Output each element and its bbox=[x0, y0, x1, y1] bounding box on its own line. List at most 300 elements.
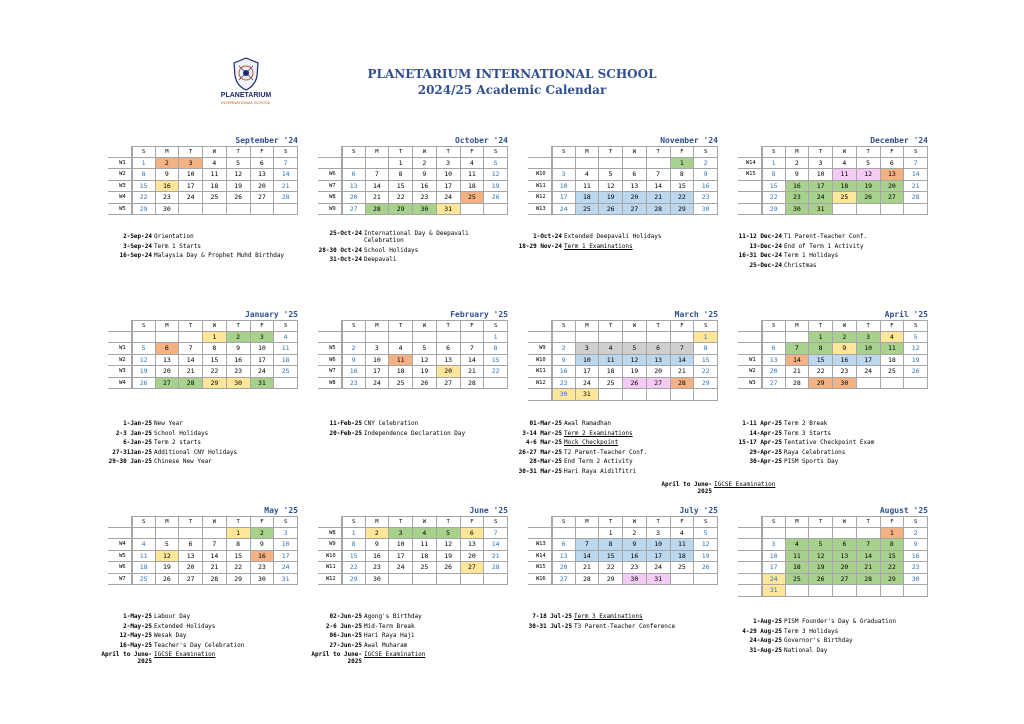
day-cell[interactable]: 8 bbox=[762, 169, 786, 181]
day-cell[interactable]: 31 bbox=[251, 378, 275, 390]
day-cell[interactable] bbox=[132, 528, 156, 540]
day-cell[interactable]: 17 bbox=[576, 366, 600, 378]
day-cell[interactable]: 1 bbox=[484, 332, 508, 344]
day-cell[interactable]: 6 bbox=[647, 343, 671, 355]
day-cell[interactable]: 28 bbox=[274, 192, 298, 204]
day-cell[interactable]: 26 bbox=[413, 378, 437, 390]
day-cell[interactable]: 19 bbox=[227, 181, 251, 193]
day-cell[interactable] bbox=[833, 585, 857, 597]
day-cell[interactable]: 7 bbox=[904, 158, 928, 170]
day-cell[interactable]: 4 bbox=[786, 539, 810, 551]
day-cell[interactable]: 27 bbox=[833, 574, 857, 586]
day-cell[interactable]: 15 bbox=[599, 551, 623, 563]
day-cell[interactable] bbox=[552, 528, 576, 540]
day-cell[interactable]: 30 bbox=[251, 574, 275, 586]
day-cell[interactable]: 12 bbox=[156, 551, 180, 563]
day-cell[interactable]: 14 bbox=[786, 355, 810, 367]
day-cell[interactable]: 8 bbox=[671, 169, 695, 181]
day-cell[interactable]: 15 bbox=[132, 181, 156, 193]
day-cell[interactable] bbox=[786, 585, 810, 597]
day-cell[interactable] bbox=[156, 332, 180, 344]
day-cell[interactable]: 4 bbox=[671, 528, 695, 540]
day-cell[interactable]: 4 bbox=[132, 539, 156, 551]
day-cell[interactable]: 28 bbox=[179, 378, 203, 390]
day-cell[interactable]: 1 bbox=[762, 158, 786, 170]
day-cell[interactable]: 26 bbox=[623, 378, 647, 390]
day-cell[interactable]: 7 bbox=[647, 169, 671, 181]
day-cell[interactable]: 11 bbox=[671, 539, 695, 551]
day-cell[interactable]: 12 bbox=[857, 169, 881, 181]
day-cell[interactable]: 9 bbox=[156, 169, 180, 181]
day-cell[interactable]: 19 bbox=[809, 562, 833, 574]
day-cell[interactable]: 13 bbox=[251, 169, 275, 181]
day-cell[interactable]: 15 bbox=[203, 355, 227, 367]
day-cell[interactable]: 24 bbox=[857, 366, 881, 378]
day-cell[interactable] bbox=[671, 389, 695, 401]
day-cell[interactable]: 2 bbox=[342, 343, 366, 355]
day-cell[interactable]: 21 bbox=[857, 562, 881, 574]
day-cell[interactable]: 18 bbox=[576, 192, 600, 204]
day-cell[interactable]: 17 bbox=[251, 355, 275, 367]
day-cell[interactable]: 9 bbox=[366, 539, 390, 551]
day-cell[interactable]: 6 bbox=[342, 169, 366, 181]
day-cell[interactable] bbox=[857, 528, 881, 540]
day-cell[interactable]: 12 bbox=[694, 539, 718, 551]
day-cell[interactable] bbox=[251, 204, 275, 216]
day-cell[interactable]: 23 bbox=[904, 562, 928, 574]
day-cell[interactable]: 18 bbox=[599, 366, 623, 378]
day-cell[interactable]: 12 bbox=[484, 169, 508, 181]
day-cell[interactable]: 11 bbox=[833, 169, 857, 181]
day-cell[interactable]: 7 bbox=[179, 343, 203, 355]
day-cell[interactable]: 4 bbox=[576, 169, 600, 181]
day-cell[interactable]: 20 bbox=[437, 366, 461, 378]
day-cell[interactable]: 27 bbox=[762, 378, 786, 390]
day-cell[interactable]: 17 bbox=[762, 562, 786, 574]
day-cell[interactable]: 15 bbox=[484, 355, 508, 367]
day-cell[interactable]: 9 bbox=[694, 169, 718, 181]
day-cell[interactable]: 25 bbox=[389, 378, 413, 390]
day-cell[interactable] bbox=[366, 158, 390, 170]
day-cell[interactable]: 30 bbox=[156, 204, 180, 216]
day-cell[interactable]: 16 bbox=[366, 551, 390, 563]
day-cell[interactable]: 21 bbox=[671, 366, 695, 378]
day-cell[interactable]: 16 bbox=[786, 181, 810, 193]
day-cell[interactable]: 10 bbox=[552, 181, 576, 193]
day-cell[interactable] bbox=[647, 389, 671, 401]
day-cell[interactable]: 13 bbox=[762, 355, 786, 367]
day-cell[interactable]: 21 bbox=[576, 562, 600, 574]
day-cell[interactable]: 10 bbox=[576, 355, 600, 367]
day-cell[interactable]: 20 bbox=[647, 366, 671, 378]
day-cell[interactable]: 10 bbox=[389, 539, 413, 551]
day-cell[interactable]: 10 bbox=[437, 169, 461, 181]
day-cell[interactable]: 22 bbox=[389, 192, 413, 204]
day-cell[interactable]: 14 bbox=[179, 355, 203, 367]
day-cell[interactable]: 28 bbox=[904, 192, 928, 204]
day-cell[interactable]: 20 bbox=[833, 562, 857, 574]
day-cell[interactable]: 13 bbox=[437, 355, 461, 367]
day-cell[interactable]: 31 bbox=[762, 585, 786, 597]
day-cell[interactable]: 25 bbox=[274, 366, 298, 378]
day-cell[interactable]: 26 bbox=[484, 192, 508, 204]
day-cell[interactable]: 9 bbox=[833, 343, 857, 355]
day-cell[interactable]: 7 bbox=[484, 528, 508, 540]
day-cell[interactable]: 13 bbox=[881, 169, 905, 181]
day-cell[interactable]: 9 bbox=[251, 539, 275, 551]
day-cell[interactable]: 11 bbox=[274, 343, 298, 355]
day-cell[interactable]: 16 bbox=[552, 366, 576, 378]
day-cell[interactable] bbox=[623, 389, 647, 401]
day-cell[interactable]: 16 bbox=[227, 355, 251, 367]
day-cell[interactable]: 7 bbox=[366, 169, 390, 181]
day-cell[interactable]: 29 bbox=[671, 204, 695, 216]
day-cell[interactable]: 9 bbox=[413, 169, 437, 181]
day-cell[interactable]: 16 bbox=[342, 366, 366, 378]
day-cell[interactable]: 24 bbox=[251, 366, 275, 378]
day-cell[interactable]: 28 bbox=[576, 574, 600, 586]
day-cell[interactable] bbox=[647, 332, 671, 344]
day-cell[interactable]: 30 bbox=[694, 204, 718, 216]
day-cell[interactable]: 27 bbox=[179, 574, 203, 586]
day-cell[interactable]: 7 bbox=[671, 343, 695, 355]
day-cell[interactable]: 16 bbox=[904, 551, 928, 563]
day-cell[interactable]: 5 bbox=[599, 169, 623, 181]
day-cell[interactable]: 11 bbox=[203, 169, 227, 181]
day-cell[interactable]: 19 bbox=[623, 366, 647, 378]
day-cell[interactable]: 23 bbox=[342, 378, 366, 390]
day-cell[interactable]: 24 bbox=[366, 378, 390, 390]
day-cell[interactable]: 21 bbox=[904, 181, 928, 193]
day-cell[interactable]: 1 bbox=[203, 332, 227, 344]
day-cell[interactable]: 15 bbox=[762, 181, 786, 193]
day-cell[interactable]: 14 bbox=[671, 355, 695, 367]
day-cell[interactable]: 23 bbox=[833, 366, 857, 378]
day-cell[interactable]: 19 bbox=[694, 551, 718, 563]
day-cell[interactable] bbox=[694, 574, 718, 586]
day-cell[interactable]: 16 bbox=[623, 551, 647, 563]
day-cell[interactable]: 30 bbox=[366, 574, 390, 586]
day-cell[interactable]: 29 bbox=[342, 574, 366, 586]
day-cell[interactable] bbox=[552, 158, 576, 170]
day-cell[interactable]: 23 bbox=[251, 562, 275, 574]
day-cell[interactable]: 16 bbox=[156, 181, 180, 193]
day-cell[interactable]: 30 bbox=[623, 574, 647, 586]
day-cell[interactable]: 17 bbox=[179, 181, 203, 193]
day-cell[interactable]: 3 bbox=[857, 332, 881, 344]
day-cell[interactable]: 3 bbox=[647, 528, 671, 540]
day-cell[interactable]: 6 bbox=[762, 343, 786, 355]
day-cell[interactable]: 6 bbox=[251, 158, 275, 170]
day-cell[interactable] bbox=[461, 332, 485, 344]
day-cell[interactable]: 14 bbox=[484, 539, 508, 551]
day-cell[interactable]: 13 bbox=[461, 539, 485, 551]
day-cell[interactable]: 21 bbox=[461, 366, 485, 378]
day-cell[interactable]: 5 bbox=[623, 343, 647, 355]
day-cell[interactable] bbox=[857, 585, 881, 597]
day-cell[interactable] bbox=[833, 528, 857, 540]
day-cell[interactable]: 2 bbox=[251, 528, 275, 540]
day-cell[interactable] bbox=[762, 528, 786, 540]
day-cell[interactable]: 5 bbox=[227, 158, 251, 170]
day-cell[interactable]: 15 bbox=[694, 355, 718, 367]
day-cell[interactable]: 14 bbox=[461, 355, 485, 367]
day-cell[interactable]: 13 bbox=[179, 551, 203, 563]
day-cell[interactable]: 18 bbox=[203, 181, 227, 193]
day-cell[interactable]: 13 bbox=[156, 355, 180, 367]
day-cell[interactable]: 19 bbox=[437, 551, 461, 563]
day-cell[interactable]: 13 bbox=[647, 355, 671, 367]
day-cell[interactable]: 12 bbox=[904, 343, 928, 355]
day-cell[interactable]: 8 bbox=[484, 343, 508, 355]
day-cell[interactable]: 26 bbox=[227, 192, 251, 204]
day-cell[interactable]: 24 bbox=[762, 574, 786, 586]
day-cell[interactable]: 3 bbox=[762, 539, 786, 551]
day-cell[interactable]: 20 bbox=[179, 562, 203, 574]
day-cell[interactable] bbox=[904, 204, 928, 216]
day-cell[interactable]: 26 bbox=[437, 562, 461, 574]
day-cell[interactable]: 16 bbox=[413, 181, 437, 193]
day-cell[interactable] bbox=[623, 158, 647, 170]
day-cell[interactable]: 8 bbox=[203, 343, 227, 355]
day-cell[interactable]: 19 bbox=[484, 181, 508, 193]
day-cell[interactable]: 31 bbox=[437, 204, 461, 216]
day-cell[interactable]: 28 bbox=[203, 574, 227, 586]
day-cell[interactable]: 4 bbox=[599, 343, 623, 355]
day-cell[interactable]: 9 bbox=[786, 169, 810, 181]
day-cell[interactable]: 8 bbox=[227, 539, 251, 551]
day-cell[interactable]: 20 bbox=[762, 366, 786, 378]
day-cell[interactable]: 1 bbox=[881, 528, 905, 540]
day-cell[interactable]: 30 bbox=[904, 574, 928, 586]
day-cell[interactable]: 7 bbox=[274, 158, 298, 170]
day-cell[interactable]: 17 bbox=[366, 366, 390, 378]
day-cell[interactable]: 18 bbox=[833, 181, 857, 193]
day-cell[interactable]: 28 bbox=[484, 562, 508, 574]
day-cell[interactable]: 10 bbox=[251, 343, 275, 355]
day-cell[interactable]: 2 bbox=[833, 332, 857, 344]
day-cell[interactable]: 23 bbox=[786, 192, 810, 204]
day-cell[interactable]: 25 bbox=[576, 204, 600, 216]
day-cell[interactable]: 7 bbox=[203, 539, 227, 551]
day-cell[interactable]: 21 bbox=[274, 181, 298, 193]
day-cell[interactable]: 19 bbox=[132, 366, 156, 378]
day-cell[interactable]: 21 bbox=[786, 366, 810, 378]
day-cell[interactable]: 19 bbox=[413, 366, 437, 378]
day-cell[interactable]: 12 bbox=[623, 355, 647, 367]
day-cell[interactable] bbox=[274, 378, 298, 390]
day-cell[interactable] bbox=[156, 528, 180, 540]
day-cell[interactable] bbox=[413, 574, 437, 586]
day-cell[interactable]: 15 bbox=[881, 551, 905, 563]
day-cell[interactable]: 7 bbox=[461, 343, 485, 355]
day-cell[interactable]: 27 bbox=[156, 378, 180, 390]
day-cell[interactable]: 25 bbox=[413, 562, 437, 574]
day-cell[interactable]: 11 bbox=[132, 551, 156, 563]
day-cell[interactable] bbox=[552, 332, 576, 344]
day-cell[interactable]: 22 bbox=[809, 366, 833, 378]
day-cell[interactable]: 18 bbox=[274, 355, 298, 367]
day-cell[interactable] bbox=[762, 332, 786, 344]
day-cell[interactable]: 13 bbox=[623, 181, 647, 193]
day-cell[interactable]: 9 bbox=[227, 343, 251, 355]
day-cell[interactable]: 26 bbox=[599, 204, 623, 216]
day-cell[interactable]: 10 bbox=[647, 539, 671, 551]
day-cell[interactable]: 12 bbox=[599, 181, 623, 193]
day-cell[interactable]: 22 bbox=[227, 562, 251, 574]
day-cell[interactable]: 17 bbox=[857, 355, 881, 367]
day-cell[interactable] bbox=[809, 585, 833, 597]
day-cell[interactable]: 19 bbox=[599, 192, 623, 204]
day-cell[interactable]: 9 bbox=[342, 355, 366, 367]
day-cell[interactable]: 30 bbox=[786, 204, 810, 216]
day-cell[interactable]: 5 bbox=[156, 539, 180, 551]
day-cell[interactable]: 16 bbox=[251, 551, 275, 563]
day-cell[interactable]: 12 bbox=[413, 355, 437, 367]
day-cell[interactable] bbox=[179, 528, 203, 540]
day-cell[interactable]: 3 bbox=[389, 528, 413, 540]
day-cell[interactable]: 10 bbox=[179, 169, 203, 181]
day-cell[interactable]: 25 bbox=[461, 192, 485, 204]
day-cell[interactable]: 21 bbox=[179, 366, 203, 378]
day-cell[interactable]: 3 bbox=[437, 158, 461, 170]
day-cell[interactable]: 2 bbox=[623, 528, 647, 540]
day-cell[interactable]: 31 bbox=[576, 389, 600, 401]
day-cell[interactable]: 9 bbox=[552, 355, 576, 367]
day-cell[interactable]: 9 bbox=[623, 539, 647, 551]
day-cell[interactable]: 4 bbox=[274, 332, 298, 344]
day-cell[interactable]: 15 bbox=[809, 355, 833, 367]
day-cell[interactable]: 21 bbox=[366, 192, 390, 204]
day-cell[interactable]: 5 bbox=[809, 539, 833, 551]
day-cell[interactable] bbox=[647, 158, 671, 170]
day-cell[interactable]: 9 bbox=[904, 539, 928, 551]
day-cell[interactable]: 18 bbox=[389, 366, 413, 378]
day-cell[interactable]: 29 bbox=[762, 204, 786, 216]
day-cell[interactable] bbox=[179, 332, 203, 344]
day-cell[interactable]: 4 bbox=[833, 158, 857, 170]
day-cell[interactable]: 29 bbox=[694, 378, 718, 390]
day-cell[interactable]: 2 bbox=[904, 528, 928, 540]
day-cell[interactable]: 22 bbox=[484, 366, 508, 378]
day-cell[interactable] bbox=[671, 574, 695, 586]
day-cell[interactable] bbox=[389, 332, 413, 344]
day-cell[interactable] bbox=[413, 332, 437, 344]
day-cell[interactable]: 11 bbox=[413, 539, 437, 551]
day-cell[interactable]: 22 bbox=[671, 192, 695, 204]
day-cell[interactable]: 18 bbox=[786, 562, 810, 574]
day-cell[interactable]: 19 bbox=[904, 355, 928, 367]
day-cell[interactable] bbox=[671, 332, 695, 344]
day-cell[interactable] bbox=[599, 158, 623, 170]
day-cell[interactable]: 27 bbox=[437, 378, 461, 390]
day-cell[interactable] bbox=[623, 332, 647, 344]
day-cell[interactable]: 29 bbox=[389, 204, 413, 216]
day-cell[interactable]: 10 bbox=[809, 169, 833, 181]
day-cell[interactable]: 24 bbox=[576, 378, 600, 390]
day-cell[interactable]: 27 bbox=[461, 562, 485, 574]
day-cell[interactable] bbox=[881, 585, 905, 597]
day-cell[interactable]: 26 bbox=[694, 562, 718, 574]
day-cell[interactable] bbox=[484, 574, 508, 586]
day-cell[interactable]: 11 bbox=[599, 355, 623, 367]
day-cell[interactable] bbox=[461, 574, 485, 586]
day-cell[interactable]: 21 bbox=[647, 192, 671, 204]
day-cell[interactable]: 3 bbox=[366, 343, 390, 355]
day-cell[interactable]: 24 bbox=[274, 562, 298, 574]
day-cell[interactable]: 13 bbox=[833, 551, 857, 563]
day-cell[interactable]: 15 bbox=[671, 181, 695, 193]
day-cell[interactable]: 3 bbox=[251, 332, 275, 344]
day-cell[interactable]: 31 bbox=[809, 204, 833, 216]
day-cell[interactable]: 27 bbox=[647, 378, 671, 390]
day-cell[interactable]: 28 bbox=[461, 378, 485, 390]
day-cell[interactable]: 13 bbox=[342, 181, 366, 193]
day-cell[interactable]: 26 bbox=[132, 378, 156, 390]
day-cell[interactable]: 2 bbox=[786, 158, 810, 170]
day-cell[interactable]: 14 bbox=[576, 551, 600, 563]
day-cell[interactable]: 22 bbox=[599, 562, 623, 574]
day-cell[interactable]: 20 bbox=[251, 181, 275, 193]
day-cell[interactable]: 14 bbox=[366, 181, 390, 193]
day-cell[interactable]: 6 bbox=[437, 343, 461, 355]
day-cell[interactable]: 11 bbox=[576, 181, 600, 193]
day-cell[interactable]: 30 bbox=[833, 378, 857, 390]
day-cell[interactable]: 8 bbox=[599, 539, 623, 551]
day-cell[interactable] bbox=[904, 378, 928, 390]
day-cell[interactable] bbox=[437, 332, 461, 344]
day-cell[interactable] bbox=[881, 378, 905, 390]
day-cell[interactable]: 14 bbox=[274, 169, 298, 181]
day-cell[interactable]: 24 bbox=[552, 204, 576, 216]
day-cell[interactable]: 6 bbox=[623, 169, 647, 181]
day-cell[interactable] bbox=[203, 204, 227, 216]
day-cell[interactable]: 24 bbox=[179, 192, 203, 204]
day-cell[interactable]: 27 bbox=[552, 574, 576, 586]
day-cell[interactable]: 19 bbox=[156, 562, 180, 574]
day-cell[interactable] bbox=[576, 332, 600, 344]
day-cell[interactable]: 4 bbox=[413, 528, 437, 540]
day-cell[interactable]: 21 bbox=[484, 551, 508, 563]
day-cell[interactable]: 5 bbox=[437, 528, 461, 540]
day-cell[interactable]: 3 bbox=[576, 343, 600, 355]
day-cell[interactable]: 12 bbox=[227, 169, 251, 181]
day-cell[interactable]: 20 bbox=[552, 562, 576, 574]
day-cell[interactable] bbox=[389, 574, 413, 586]
day-cell[interactable]: 15 bbox=[227, 551, 251, 563]
day-cell[interactable]: 2 bbox=[227, 332, 251, 344]
day-cell[interactable]: 2 bbox=[552, 343, 576, 355]
day-cell[interactable]: 25 bbox=[599, 378, 623, 390]
day-cell[interactable]: 11 bbox=[881, 343, 905, 355]
day-cell[interactable] bbox=[599, 389, 623, 401]
day-cell[interactable] bbox=[833, 204, 857, 216]
day-cell[interactable]: 6 bbox=[881, 158, 905, 170]
day-cell[interactable]: 8 bbox=[881, 539, 905, 551]
day-cell[interactable] bbox=[857, 204, 881, 216]
day-cell[interactable]: 25 bbox=[881, 366, 905, 378]
day-cell[interactable]: 27 bbox=[881, 192, 905, 204]
day-cell[interactable]: 15 bbox=[342, 551, 366, 563]
day-cell[interactable]: 5 bbox=[904, 332, 928, 344]
day-cell[interactable]: 27 bbox=[251, 192, 275, 204]
day-cell[interactable]: 18 bbox=[461, 181, 485, 193]
day-cell[interactable]: 14 bbox=[203, 551, 227, 563]
day-cell[interactable]: 17 bbox=[647, 551, 671, 563]
day-cell[interactable]: 2 bbox=[694, 158, 718, 170]
day-cell[interactable]: 1 bbox=[227, 528, 251, 540]
day-cell[interactable] bbox=[904, 585, 928, 597]
